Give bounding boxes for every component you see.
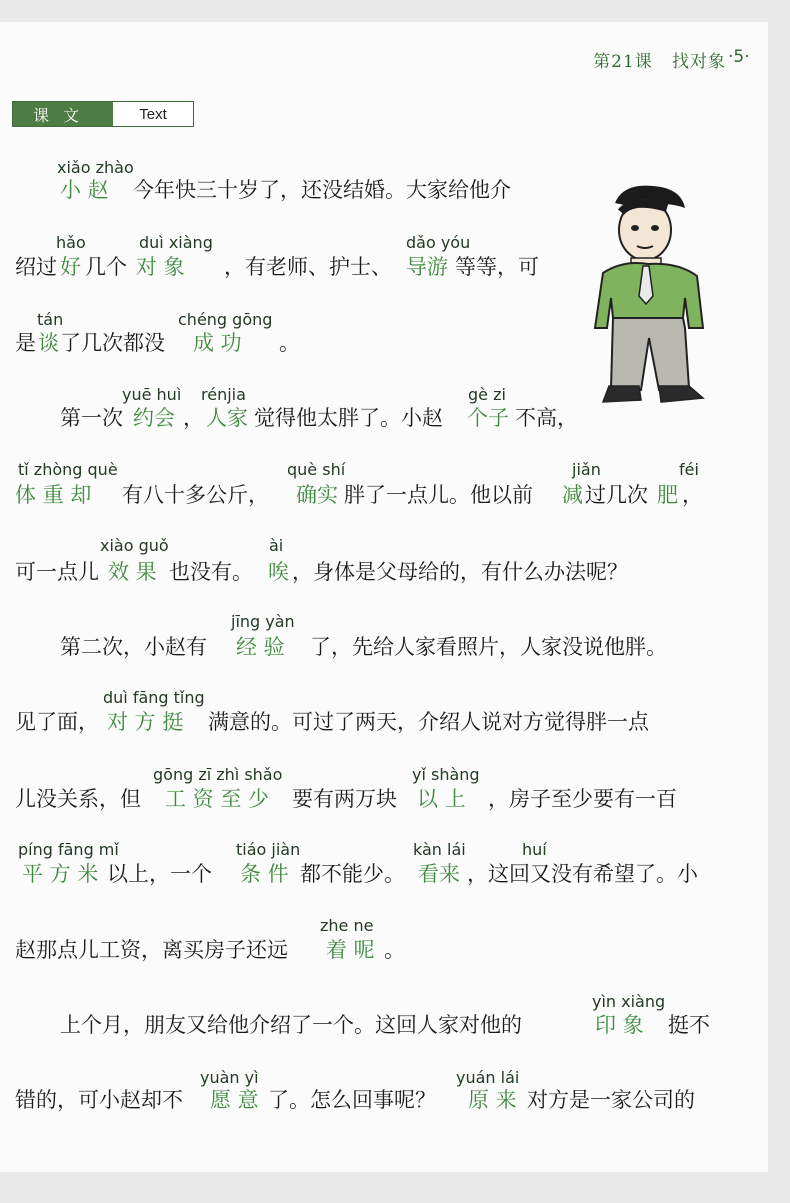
vocab-word: 减 xyxy=(562,483,583,507)
body-text: 了。怎么回事呢？ xyxy=(268,1088,436,1112)
pinyin-annotation: tiáo jiàn xyxy=(236,840,301,859)
body-text: 等等，可 xyxy=(455,255,539,279)
lesson-number: 第21课 xyxy=(593,52,653,72)
body-text: 赵那点儿工资，离买房子还远 xyxy=(15,938,288,962)
pinyin-annotation: yuàn yì xyxy=(200,1068,259,1087)
pinyin-annotation: rénjia xyxy=(201,385,246,404)
body-text: 对方是一家公司的 xyxy=(527,1088,695,1112)
body-text: 。 xyxy=(279,331,300,355)
body-text: 见了面， xyxy=(15,710,99,734)
vocab-word: 以 上 xyxy=(417,787,466,811)
body-text: 。 xyxy=(384,938,405,962)
pinyin-annotation: kàn lái xyxy=(413,840,466,859)
pinyin-annotation: xiǎo zhào xyxy=(57,158,134,177)
vocab-word: 对 象 xyxy=(136,255,185,279)
body-text: 也没有。 xyxy=(169,560,253,584)
vocab-word: 唉 xyxy=(268,560,289,584)
body-text: 挺不 xyxy=(668,1013,710,1037)
pinyin-annotation: dǎo yóu xyxy=(406,233,471,252)
lesson-title: 找对象 xyxy=(672,52,726,72)
section-tab-chinese: 课文 xyxy=(13,102,113,126)
pinyin-annotation: hǎo xyxy=(56,233,86,252)
pinyin-annotation: ài xyxy=(269,536,284,555)
body-text: ，房子至少要有一百 xyxy=(488,787,677,811)
vocab-word: 条 件 xyxy=(240,862,289,886)
body-text: 胖了一点儿。他以前 xyxy=(344,483,533,507)
body-text: 觉得他太胖了。小赵 xyxy=(254,406,443,430)
body-text: ， xyxy=(183,406,204,430)
running-header xyxy=(593,47,726,72)
vocab-word: 经 验 xyxy=(236,635,285,659)
vocab-word: 平 方 米 xyxy=(22,862,99,886)
body-text: 了几次都没 xyxy=(60,331,165,355)
pinyin-annotation: yìn xiàng xyxy=(592,992,666,1011)
vocab-word: 原 来 xyxy=(468,1088,517,1112)
body-text: 几个 xyxy=(85,255,127,279)
body-text: 都不能少。 xyxy=(300,862,405,886)
vocab-word: 个子 xyxy=(467,406,509,430)
vocab-word: 印 象 xyxy=(595,1013,644,1037)
pinyin-annotation: gè zi xyxy=(468,385,506,404)
pinyin-annotation: zhe ne xyxy=(320,916,374,935)
body-text: 是 xyxy=(15,331,36,355)
vocab-word: 肥 xyxy=(657,483,678,507)
body-text: 过几次 xyxy=(585,483,648,507)
body-text: 不高， xyxy=(515,406,578,430)
body-text: 以上，一个 xyxy=(107,862,212,886)
pinyin-annotation: què shí xyxy=(287,460,346,479)
pinyin-annotation: chéng gōng xyxy=(178,310,273,329)
body-text: 今年快三十岁了，还没结婚。大家给他介 xyxy=(133,178,511,202)
vocab-word: 愿 意 xyxy=(210,1088,259,1112)
pinyin-annotation: píng fāng mǐ xyxy=(18,840,119,859)
pinyin-annotation: xiào guǒ xyxy=(100,536,169,555)
vocab-word: 好 xyxy=(60,255,81,279)
pinyin-annotation: gōng zī zhì shǎo xyxy=(153,765,283,784)
body-text: 错的，可小赵却不 xyxy=(15,1088,183,1112)
vocab-word: 体 重 却 xyxy=(15,483,92,507)
vocab-word: 约会 xyxy=(133,406,175,430)
body-text: ，这回又没有希望了。小 xyxy=(467,862,698,886)
vocab-word: 谈 xyxy=(38,331,59,355)
pinyin-annotation: duì xiàng xyxy=(139,233,213,252)
page-number: ·5· xyxy=(728,47,750,67)
body-text: ， xyxy=(682,483,703,507)
vocab-word: 小 赵 xyxy=(60,178,109,202)
vocab-word: 效 果 xyxy=(108,560,157,584)
body-text: ，身体是父母给的，有什么办法呢？ xyxy=(292,560,628,584)
pinyin-annotation: féi xyxy=(679,460,699,479)
body-text: 儿没关系，但 xyxy=(15,787,141,811)
pinyin-annotation: duì fāng tǐng xyxy=(103,688,205,707)
body-text: 可一点儿 xyxy=(15,560,99,584)
body-text: 了，先给人家看照片，人家没说他胖。 xyxy=(310,635,667,659)
vocab-word: 工 资 至 少 xyxy=(165,787,270,811)
pinyin-annotation: yuē huì xyxy=(122,385,182,404)
vocab-word: 看来 xyxy=(418,862,460,886)
body-text: 绍过 xyxy=(15,255,57,279)
pinyin-annotation: tán xyxy=(37,310,64,329)
body-text: ，有老师、护士、 xyxy=(224,255,392,279)
vocab-word: 着 呢 xyxy=(326,938,375,962)
vocab-word: 人家 xyxy=(206,406,248,430)
body-text: 第二次，小赵有 xyxy=(60,635,207,659)
pinyin-annotation: jīng yàn xyxy=(231,612,295,631)
body-text: 第一次 xyxy=(60,406,123,430)
pinyin-annotation: jiǎn xyxy=(572,460,601,479)
pinyin-annotation: yuán lái xyxy=(456,1068,520,1087)
section-tab-english: Text xyxy=(113,102,193,126)
pinyin-annotation: tǐ zhòng què xyxy=(18,460,118,479)
vocab-word: 确实 xyxy=(296,483,338,507)
vocab-word: 导游 xyxy=(406,255,448,279)
section-tab xyxy=(12,101,194,127)
body-text: 满意的。可过了两天，介绍人说对方觉得胖一点 xyxy=(208,710,649,734)
body-text: 要有两万块 xyxy=(292,787,397,811)
xiao-zhao-illustration xyxy=(593,178,713,418)
vocab-word: 对 方 挺 xyxy=(107,710,184,734)
body-text: 有八十多公斤， xyxy=(122,483,269,507)
pinyin-annotation: yǐ shàng xyxy=(412,765,480,784)
pinyin-annotation: huí xyxy=(522,840,547,859)
body-text: 上个月，朋友又给他介绍了一个。这回人家对他的 xyxy=(60,1013,522,1037)
vocab-word: 成 功 xyxy=(193,331,242,355)
